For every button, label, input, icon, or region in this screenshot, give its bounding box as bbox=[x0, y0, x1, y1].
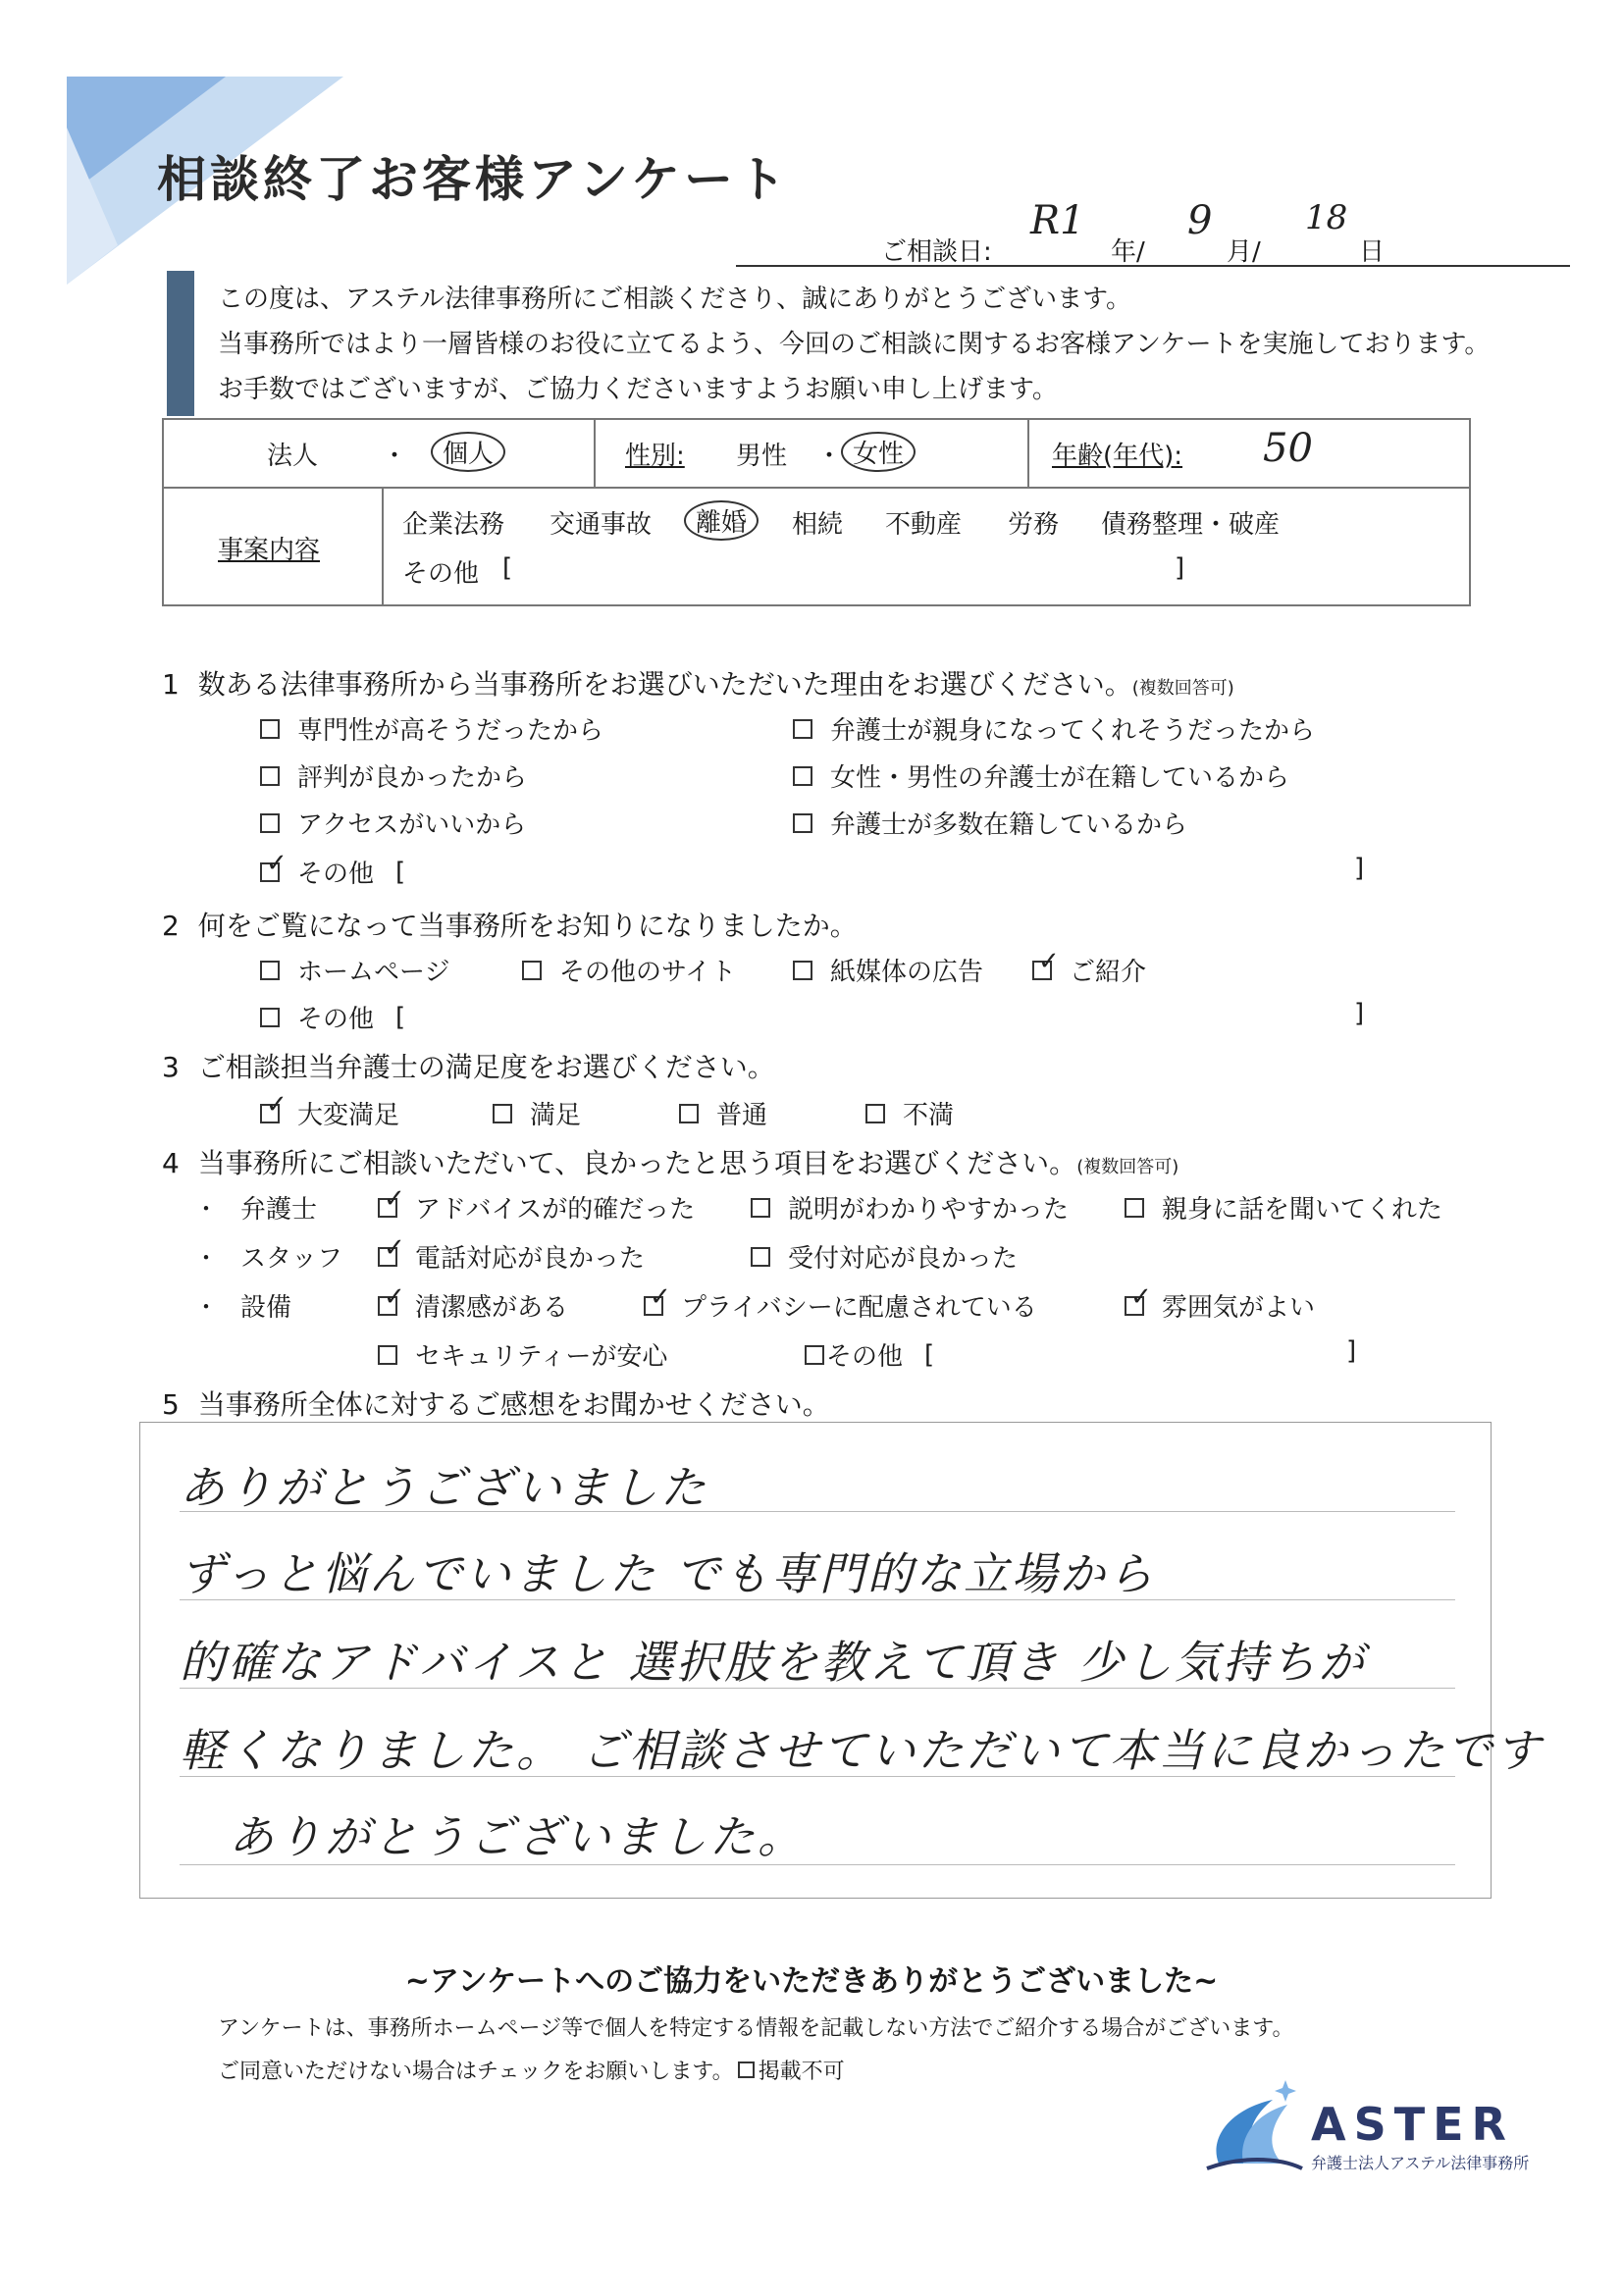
checkbox[interactable] bbox=[522, 961, 542, 980]
bracket-open: [ bbox=[502, 553, 513, 583]
intro-line: お手数ではございますが、ご協力くださいますようお願い申し上げます。 bbox=[218, 375, 1058, 404]
case-option[interactable]: 債務整理・破産 bbox=[1101, 510, 1281, 540]
option-label: その他 bbox=[297, 1005, 375, 1034]
q2-option[interactable] bbox=[793, 952, 983, 988]
checkbox[interactable] bbox=[1125, 1198, 1144, 1218]
option-label: アクセスがいいから bbox=[297, 810, 527, 840]
q3-option[interactable] bbox=[865, 1095, 954, 1131]
footnote-publication: アンケートは、事務所ホームページ等で個人を特定する情報を記載しない方法でご紹介する場合がございます。 bbox=[218, 2016, 1294, 2041]
option-label: 専門性が高そうだったから bbox=[297, 716, 604, 746]
checkbox[interactable] bbox=[865, 1104, 885, 1123]
checkbox[interactable] bbox=[260, 813, 280, 833]
checkbox[interactable] bbox=[493, 1104, 512, 1123]
q4-option[interactable] bbox=[644, 1287, 1037, 1324]
date-day-unit: 日 bbox=[1359, 237, 1386, 267]
comment-line: 軽くなりました。 ご相談させていただいて本当に良かったです bbox=[180, 1724, 1544, 1777]
date-label: ご相談日: bbox=[881, 237, 992, 267]
option-label: ご紹介 bbox=[1070, 958, 1147, 987]
q2-option-other[interactable] bbox=[260, 999, 405, 1035]
question-note: (複数回答可) bbox=[1076, 1157, 1179, 1177]
case-option[interactable]: 労務 bbox=[1008, 510, 1060, 540]
question-2 bbox=[162, 905, 858, 944]
checkbox-checked[interactable] bbox=[378, 1296, 397, 1316]
case-option[interactable]: 相続 bbox=[792, 510, 844, 540]
q3-option[interactable] bbox=[679, 1095, 767, 1131]
aster-logo-mark-icon bbox=[1199, 2070, 1307, 2178]
checkbox[interactable] bbox=[260, 719, 280, 739]
q4-option[interactable] bbox=[378, 1287, 568, 1324]
checkbox[interactable] bbox=[751, 1247, 770, 1267]
option-label: 女性・男性の弁護士が在籍しているから bbox=[830, 763, 1290, 793]
checkbox-checked[interactable] bbox=[1125, 1296, 1144, 1316]
date-year-value[interactable]: R1 bbox=[1030, 198, 1085, 243]
option-label: その他 bbox=[826, 1342, 904, 1372]
gender-label: 性別: bbox=[625, 442, 685, 471]
question-5 bbox=[162, 1383, 830, 1423]
option-label: 清潔感がある bbox=[415, 1293, 569, 1323]
q4-option[interactable] bbox=[751, 1238, 1018, 1275]
question-number: 2 bbox=[162, 910, 180, 942]
q2-option[interactable] bbox=[260, 952, 449, 988]
closing-message: ~アンケートへのご協力をいただきありがとうございました~ bbox=[404, 1964, 1219, 1999]
option-label: ホームページ bbox=[297, 958, 450, 987]
q4-option[interactable] bbox=[1125, 1287, 1315, 1324]
bracket-open: [ bbox=[395, 1002, 406, 1032]
bullet: ・ bbox=[194, 1195, 218, 1223]
q4-option[interactable] bbox=[1125, 1189, 1442, 1226]
question-note: (複数回答可) bbox=[1131, 678, 1234, 699]
comment-line: ありがとうございました bbox=[180, 1461, 708, 1514]
q1-option[interactable] bbox=[793, 805, 1187, 841]
question-text: ご相談担当弁護士の満足度をお選びください。 bbox=[197, 1051, 775, 1083]
bracket-close: ] bbox=[1175, 553, 1185, 583]
option-label: 普通 bbox=[716, 1101, 768, 1130]
option-label: 電話対応が良かった bbox=[415, 1244, 646, 1274]
age-label: 年齢(年代): bbox=[1052, 442, 1183, 471]
case-other-option[interactable]: その他 bbox=[402, 559, 480, 589]
checkbox[interactable] bbox=[793, 961, 812, 980]
bracket-open: [ bbox=[395, 857, 406, 887]
option-label: プライバシーに配慮されている bbox=[681, 1293, 1037, 1323]
logo-name: ASTER bbox=[1311, 2098, 1514, 2151]
option-label: アドバイスが的確だった bbox=[415, 1195, 696, 1225]
checkbox[interactable] bbox=[751, 1198, 770, 1218]
q1-option[interactable] bbox=[260, 757, 527, 794]
separator-dot: ・ bbox=[382, 442, 408, 471]
q4-category-lawyer: 弁護士 bbox=[240, 1195, 318, 1225]
case-option[interactable]: 企業法務 bbox=[402, 510, 505, 540]
female-option-circled[interactable]: 女性 bbox=[841, 432, 916, 472]
checkbox-checked[interactable] bbox=[260, 1104, 280, 1123]
q2-option[interactable] bbox=[522, 952, 736, 988]
question-text: 当事務所全体に対するご感想をお聞かせください。 bbox=[197, 1388, 830, 1421]
option-label: 満足 bbox=[530, 1101, 582, 1130]
intro-text bbox=[218, 277, 1490, 412]
separator-dot: ・ bbox=[816, 442, 843, 471]
question-text: 当事務所にご相談いただいて、良かったと思う項目をお選びください。 bbox=[197, 1147, 1077, 1179]
option-label: 評判が良かったから bbox=[297, 763, 528, 793]
question-1 bbox=[162, 663, 1234, 703]
checkbox[interactable] bbox=[260, 1008, 280, 1027]
checkbox-checked[interactable] bbox=[1032, 961, 1052, 980]
checkbox[interactable] bbox=[378, 1345, 397, 1365]
consultation-date bbox=[736, 196, 1570, 267]
checkbox-checked[interactable] bbox=[644, 1296, 663, 1316]
q4-option[interactable] bbox=[378, 1238, 645, 1275]
footnote-text: ご同意いただけない場合はチェックをお願いします。 bbox=[218, 2060, 734, 2084]
q4-option[interactable] bbox=[378, 1189, 695, 1226]
respondent-table bbox=[162, 418, 1471, 606]
bracket-close: ] bbox=[1346, 1336, 1357, 1366]
comment-box[interactable] bbox=[139, 1422, 1544, 1899]
question-number: 5 bbox=[162, 1388, 180, 1421]
date-day-value[interactable]: 18 bbox=[1305, 198, 1348, 237]
q1-option[interactable] bbox=[793, 710, 1315, 747]
option-label: その他のサイト bbox=[559, 958, 737, 987]
checkbox[interactable] bbox=[793, 766, 812, 786]
corp-option[interactable]: 法人 bbox=[267, 442, 319, 471]
question-number: 1 bbox=[162, 668, 180, 701]
comment-line: ずっと悩んでいました でも専門的な立場から bbox=[180, 1547, 1156, 1600]
option-label: 受付対応が良かった bbox=[788, 1244, 1019, 1274]
q4-option[interactable] bbox=[751, 1189, 1069, 1226]
comment-line: 的確なアドバイスと 選択肢を教えて頂き 少し気持ちが bbox=[180, 1636, 1367, 1689]
q4-option-other[interactable] bbox=[805, 1336, 934, 1373]
q3-option[interactable] bbox=[260, 1095, 399, 1131]
q1-option[interactable] bbox=[793, 757, 1289, 794]
checkbox-checked[interactable] bbox=[378, 1198, 397, 1218]
age-value[interactable]: 50 bbox=[1263, 426, 1313, 471]
checkbox[interactable] bbox=[805, 1345, 824, 1365]
question-3 bbox=[162, 1046, 775, 1085]
option-label: 弁護士が親身になってくれそうだったから bbox=[830, 716, 1316, 746]
question-text: 数ある法律事務所から当事務所をお選びいただいた理由をお選びください。 bbox=[197, 668, 1132, 701]
intro-line: この度は、アステル法律事務所にご相談くださり、誠にありがとうございます。 bbox=[218, 285, 1132, 314]
q4-category-staff: スタッフ bbox=[240, 1244, 343, 1274]
date-month-value[interactable]: 9 bbox=[1187, 198, 1213, 243]
checkbox[interactable] bbox=[793, 813, 812, 833]
q4-category-facility: 設備 bbox=[240, 1293, 292, 1323]
comment-line: ありがとうございました。 bbox=[229, 1810, 806, 1863]
option-label: 不満 bbox=[903, 1101, 955, 1130]
q2-option[interactable] bbox=[1032, 952, 1146, 988]
checkbox[interactable] bbox=[260, 766, 280, 786]
checkbox-checked[interactable] bbox=[378, 1247, 397, 1267]
option-label: 雰囲気がよい bbox=[1162, 1293, 1316, 1323]
option-label: 説明がわかりやすかった bbox=[788, 1195, 1070, 1225]
case-label: 事案内容 bbox=[218, 536, 321, 565]
question-4 bbox=[162, 1142, 1178, 1181]
q1-option[interactable] bbox=[260, 710, 603, 747]
option-label: 大変満足 bbox=[297, 1101, 400, 1130]
bracket-open: [ bbox=[924, 1339, 935, 1370]
page-title: 相談終了お客様アンケート bbox=[157, 151, 790, 208]
option-label: セキュリティーが安心 bbox=[415, 1342, 668, 1372]
footnote-optout bbox=[218, 2055, 845, 2085]
bracket-close: ] bbox=[1354, 854, 1365, 883]
bullet: ・ bbox=[194, 1293, 218, 1321]
no-publication-label: 掲載不可 bbox=[758, 2060, 845, 2084]
male-option[interactable]: 男性 bbox=[736, 442, 788, 471]
intro-accent-bar bbox=[167, 271, 194, 416]
date-month-unit: 月/ bbox=[1227, 237, 1261, 267]
option-label: 弁護士が多数在籍しているから bbox=[830, 810, 1188, 840]
bracket-close: ] bbox=[1354, 999, 1365, 1028]
individual-option-circled[interactable]: 個人 bbox=[431, 432, 505, 472]
option-label: その他 bbox=[297, 860, 375, 889]
option-label: 親身に話を聞いてくれた bbox=[1162, 1195, 1443, 1225]
checkbox-checked[interactable] bbox=[260, 862, 280, 882]
question-number: 4 bbox=[162, 1147, 180, 1179]
logo-subtitle: 弁護士法人アステル法律事務所 bbox=[1311, 2154, 1530, 2172]
checkbox[interactable] bbox=[679, 1104, 699, 1123]
bullet: ・ bbox=[194, 1244, 218, 1272]
intro-line: 当事務所ではより一層皆様のお役に立てるよう、今回のご相談に関するお客様アンケートを実施しております。 bbox=[218, 330, 1491, 359]
option-label: 紙媒体の広告 bbox=[830, 958, 984, 987]
q3-option[interactable] bbox=[493, 1095, 581, 1131]
q1-option[interactable] bbox=[260, 805, 526, 841]
question-number: 3 bbox=[162, 1051, 180, 1083]
date-year-unit: 年/ bbox=[1111, 237, 1145, 267]
no-publication-checkbox[interactable] bbox=[738, 2061, 755, 2078]
case-option-circled[interactable]: 離婚 bbox=[684, 500, 759, 541]
question-text: 何をご覧になって当事務所をお知りになりましたか。 bbox=[197, 910, 858, 942]
case-option[interactable]: 不動産 bbox=[885, 510, 963, 540]
checkbox[interactable] bbox=[793, 719, 812, 739]
q4-option[interactable] bbox=[378, 1336, 667, 1373]
q1-option-other[interactable] bbox=[260, 854, 405, 890]
case-option[interactable]: 交通事故 bbox=[550, 510, 653, 540]
checkbox[interactable] bbox=[260, 961, 280, 980]
